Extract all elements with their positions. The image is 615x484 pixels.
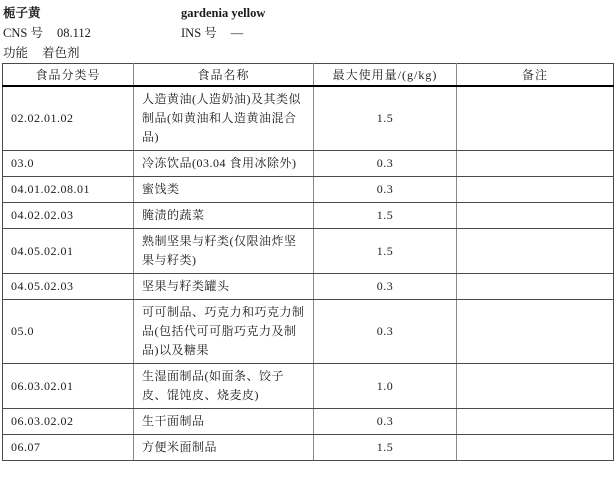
cell-max-usage: 0.3 — [314, 177, 457, 203]
col-header-food-category: 食品分类号 — [3, 64, 134, 87]
ins-value: — — [230, 26, 244, 40]
cell-max-usage: 0.3 — [314, 151, 457, 177]
table-row — [3, 229, 614, 274]
cell-note — [457, 151, 614, 177]
table-row — [3, 300, 614, 364]
cell-max-usage: 1.5 — [314, 203, 457, 229]
col-header-max-usage: 最大使用量/(g/kg) — [314, 64, 457, 87]
col-header-note: 备注 — [457, 64, 614, 87]
cell-food-category: 04.02.02.03 — [3, 203, 134, 229]
cell-max-usage: 1.0 — [314, 364, 457, 409]
function-line — [3, 43, 615, 63]
number-line — [3, 23, 615, 43]
cell-note — [457, 177, 614, 203]
title-line — [3, 3, 615, 23]
cell-max-usage: 0.3 — [314, 300, 457, 364]
cell-food-category: 04.05.02.03 — [3, 274, 134, 300]
table-header-row — [3, 64, 614, 87]
function-label: 功能 — [3, 46, 29, 60]
cell-max-usage: 1.5 — [314, 229, 457, 274]
ins-number — [181, 23, 243, 43]
additive-name-en: gardenia yellow — [181, 6, 266, 20]
table-row — [3, 274, 614, 300]
cell-note — [457, 300, 614, 364]
function-value: 着色剂 — [42, 46, 80, 60]
cell-note — [457, 274, 614, 300]
cell-food-name: 熟制坚果与籽类(仅限油炸坚果与籽类) — [134, 229, 314, 274]
cell-food-name: 坚果与籽类罐头 — [134, 274, 314, 300]
cns-value: 08.112 — [56, 26, 91, 40]
table-row — [3, 86, 614, 151]
cell-max-usage: 0.3 — [314, 274, 457, 300]
cell-food-name: 冷冻饮品(03.04 食用冰除外) — [134, 151, 314, 177]
table-row — [3, 151, 614, 177]
cell-food-name: 可可制品、巧克力和巧克力制品(包括代可可脂巧克力及制品)以及糖果 — [134, 300, 314, 364]
table-row — [3, 435, 614, 461]
cell-food-category: 02.02.01.02 — [3, 86, 134, 151]
cell-note — [457, 364, 614, 409]
cell-food-name: 人造黄油(人造奶油)及其类似制品(如黄油和人造黄油混合品) — [134, 86, 314, 151]
cell-max-usage: 1.5 — [314, 86, 457, 151]
document-header — [0, 0, 615, 63]
cell-note — [457, 203, 614, 229]
cell-max-usage: 0.3 — [314, 409, 457, 435]
cell-max-usage: 1.5 — [314, 435, 457, 461]
cell-food-name: 腌渍的蔬菜 — [134, 203, 314, 229]
col-header-food-name: 食品名称 — [134, 64, 314, 87]
cell-note — [457, 435, 614, 461]
ins-label: INS 号 — [181, 26, 217, 40]
table-row — [3, 177, 614, 203]
cell-food-category: 05.0 — [3, 300, 134, 364]
usage-table — [2, 63, 614, 461]
cns-number — [3, 23, 181, 43]
cell-food-category: 04.01.02.08.01 — [3, 177, 134, 203]
cell-note — [457, 86, 614, 151]
additive-name-cn: 栀子黄 — [3, 6, 41, 20]
cell-food-name: 生干面制品 — [134, 409, 314, 435]
cell-note — [457, 409, 614, 435]
cell-food-category: 06.03.02.02 — [3, 409, 134, 435]
table-row — [3, 203, 614, 229]
cell-food-category: 06.03.02.01 — [3, 364, 134, 409]
cell-food-name: 生湿面制品(如面条、饺子皮、馄饨皮、烧麦皮) — [134, 364, 314, 409]
table-row — [3, 364, 614, 409]
cell-food-name: 蜜饯类 — [134, 177, 314, 203]
cell-note — [457, 229, 614, 274]
cell-food-name: 方便米面制品 — [134, 435, 314, 461]
cell-food-category: 04.05.02.01 — [3, 229, 134, 274]
table-row — [3, 409, 614, 435]
cell-food-category: 03.0 — [3, 151, 134, 177]
cell-food-category: 06.07 — [3, 435, 134, 461]
cns-label: CNS 号 — [3, 26, 43, 40]
